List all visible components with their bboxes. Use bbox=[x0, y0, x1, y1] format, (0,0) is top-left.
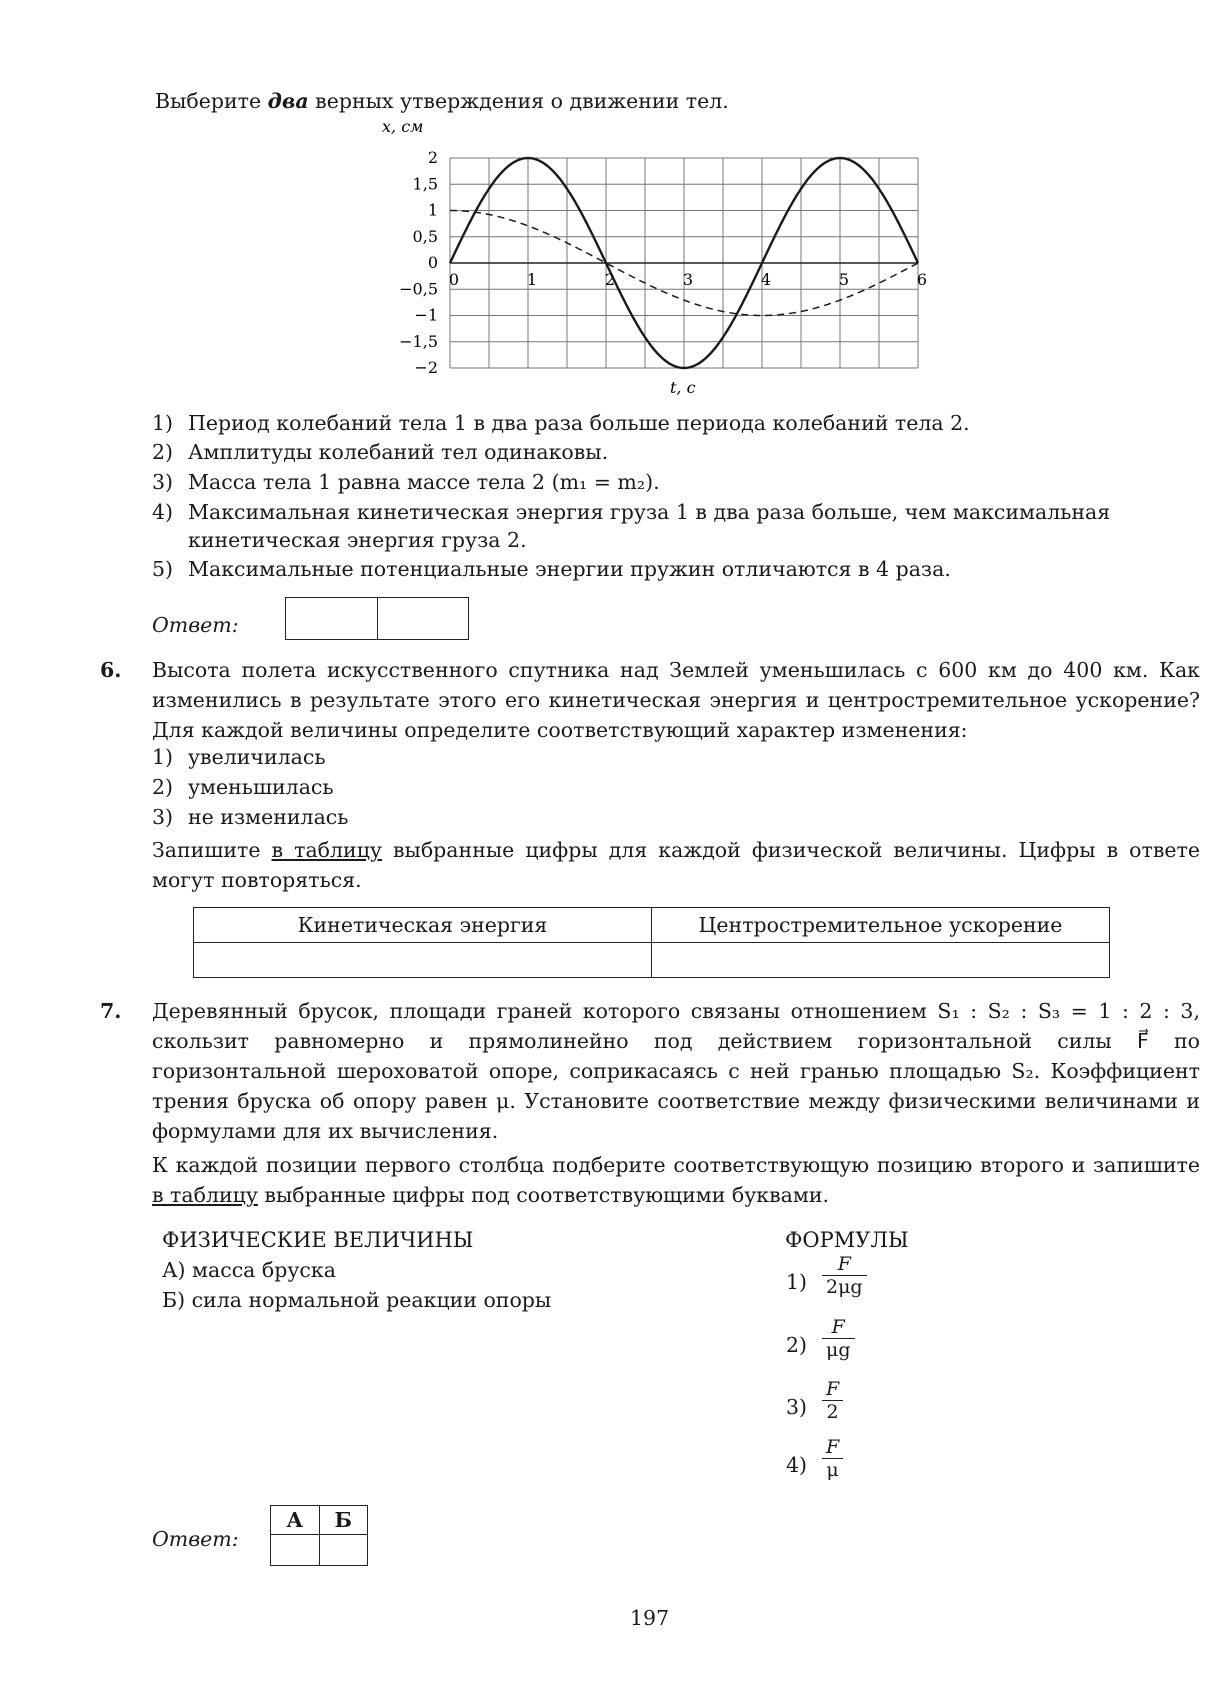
quantity-a: А) масса бруска bbox=[162, 1258, 336, 1282]
y-tick-label: 0,5 bbox=[412, 226, 438, 246]
task6-option-3-text: не изменилась bbox=[188, 805, 349, 829]
task5-option-1-text: Период колебаний тела 1 в два раза больше периода колебаний тела 2. bbox=[188, 411, 970, 435]
formula-2-fraction bbox=[822, 1316, 855, 1361]
formula-2-number: 2) bbox=[786, 1333, 808, 1357]
quantity-b: Б) сила нормальной реакции опоры bbox=[162, 1288, 552, 1312]
answer-header-a: А bbox=[271, 1506, 320, 1535]
task5-option-4-number: 4) bbox=[152, 500, 174, 524]
formula-1-number: 1) bbox=[786, 1270, 808, 1294]
task5-answer-label: Ответ: bbox=[152, 613, 239, 637]
task5-answer-box[interactable] bbox=[285, 597, 469, 640]
formula-2-denominator: μg bbox=[822, 1338, 855, 1361]
answer-header-b: Б bbox=[319, 1506, 368, 1535]
x-tick-label: 2 bbox=[604, 270, 616, 289]
formula-1-numerator: F bbox=[837, 1253, 851, 1275]
formula-4-number: 4) bbox=[786, 1453, 808, 1477]
task6-option-2-number: 2) bbox=[152, 775, 174, 799]
answer-cell-centripetal-acceleration[interactable] bbox=[652, 943, 1110, 978]
formula-4-denominator: μ bbox=[822, 1458, 843, 1481]
task5-option-3-number: 3) bbox=[152, 470, 174, 494]
y-tick-label: 2 bbox=[427, 148, 438, 167]
oscillation-graph bbox=[370, 118, 950, 403]
task5-option-2-text: Амплитуды колебаний тел одинаковы. bbox=[188, 440, 609, 464]
task6-number: 6. bbox=[100, 658, 122, 682]
formula-2-numerator: F bbox=[831, 1316, 845, 1338]
task5-option-6 bbox=[152, 556, 951, 582]
x-tick-label: 4 bbox=[760, 270, 772, 289]
task5-option-2-number: 2) bbox=[152, 440, 174, 464]
task5-option-5 bbox=[152, 527, 527, 553]
task5-option-1-number: 1) bbox=[152, 411, 174, 435]
table-header-kinetic-energy: Кинетическая энергия bbox=[194, 908, 652, 943]
formula-3-denominator: 2 bbox=[822, 1400, 843, 1423]
task5-option-1 bbox=[152, 410, 970, 436]
task5-intro: Выберите два верных утверждения о движении тел. bbox=[155, 89, 729, 113]
task6-text: Высота полета искусственного спутника над Землей уменьшилась с 600 км до 400 км. Как изменились в результате этого его кинетическая энергия и центростремительное ускорение? Для каждой величины определите соответствующий характер изменения: bbox=[152, 658, 1200, 742]
x-tick-label: 1 bbox=[526, 270, 538, 289]
x-tick-label: 0 bbox=[448, 270, 460, 289]
task7-answer-table bbox=[270, 1505, 368, 1566]
task6-option-1 bbox=[152, 744, 326, 770]
x-tick-label: 5 bbox=[838, 270, 850, 289]
task6-option-3-number: 3) bbox=[152, 805, 174, 829]
formula-3-number: 3) bbox=[786, 1395, 808, 1419]
task6-option-2-text: уменьшилась bbox=[188, 775, 334, 799]
answer-cell-kinetic-energy[interactable] bbox=[194, 943, 652, 978]
formula-4-numerator: F bbox=[826, 1436, 840, 1458]
task6-option-3 bbox=[152, 804, 348, 830]
task5-option-3 bbox=[152, 469, 660, 495]
task6-answer-table bbox=[193, 907, 1110, 978]
y-axis-label: x, см bbox=[382, 118, 424, 136]
task7-text: Деревянный брусок, площади граней которого связаны отношением S₁ : S₂ : S₃ = 1 : 2 : 3, скользит равномерно и прямолинейно под действием горизонтальной силы F⃗ по горизонтальной шероховатой опоре, соприкасаясь с ней гранью площадью S₂. Коэффициент трения бруска об опору равен μ. Установите соответствие между физическими величинами и формулами для их вычисления. bbox=[152, 999, 1200, 1143]
answer-cell-b[interactable] bbox=[319, 1535, 368, 1566]
task5-option-4 bbox=[152, 499, 1110, 525]
y-tick-label: −1,5 bbox=[399, 331, 438, 351]
task5-option-6-text: Максимальные потенциальные энергии пружин отличаются в 4 раза. bbox=[188, 557, 951, 581]
x-tick-label: 3 bbox=[682, 270, 694, 289]
task6-option-1-number: 1) bbox=[152, 745, 174, 769]
task6-option-2 bbox=[152, 774, 334, 800]
answer-cell-a[interactable] bbox=[271, 1535, 320, 1566]
task7-number: 7. bbox=[100, 999, 122, 1023]
y-tick-label: 1 bbox=[427, 200, 438, 220]
task5-option-6-number: 5) bbox=[152, 557, 174, 581]
formula-1-denominator: 2μg bbox=[822, 1275, 867, 1298]
y-tick-label: 0 bbox=[427, 253, 438, 272]
table-header-centripetal-acceleration: Центростремительное ускорение bbox=[652, 908, 1110, 943]
task7-answer-label: Ответ: bbox=[152, 1527, 239, 1551]
formula-3-fraction bbox=[822, 1378, 843, 1423]
formula-4-fraction bbox=[822, 1436, 843, 1481]
y-tick-label: −2 bbox=[414, 358, 438, 377]
y-tick-label: 1,5 bbox=[412, 174, 438, 194]
y-tick-label: −1 bbox=[414, 305, 438, 325]
page-number: 197 bbox=[630, 1606, 670, 1630]
task5-option-3-text: Масса тела 1 равна массе тела 2 (m₁ = m₂). bbox=[188, 470, 660, 494]
formulas-column-title: ФОРМУЛЫ bbox=[785, 1228, 909, 1252]
task6-instruction: Запишите в таблицу выбранные цифры для каждой физической величины. Цифры в ответе могут повторяться. bbox=[152, 838, 1200, 892]
x-tick-label: 6 bbox=[916, 270, 928, 289]
formula-1-fraction bbox=[822, 1253, 867, 1298]
quantities-column-title: ФИЗИЧЕСКИЕ ВЕЛИЧИНЫ bbox=[162, 1228, 474, 1252]
task5-option-5-text: кинетическая энергия груза 2. bbox=[188, 528, 527, 552]
task5-option-2 bbox=[152, 439, 608, 465]
task6-option-1-text: увеличилась bbox=[188, 745, 326, 769]
answer-cell-divider bbox=[377, 598, 378, 639]
task5-option-4-text: Максимальная кинетическая энергия груза 1 в два раза больше, чем максимальная bbox=[188, 500, 1111, 524]
x-axis-label: t, c bbox=[670, 378, 696, 397]
y-tick-label: −0,5 bbox=[399, 279, 438, 299]
task7-instruction: К каждой позиции первого столбца подберите соответствующую позицию второго и запишите в таблицу выбранные цифры под соответствующими буквами. bbox=[152, 1153, 1200, 1207]
formula-3-numerator: F bbox=[826, 1378, 840, 1400]
